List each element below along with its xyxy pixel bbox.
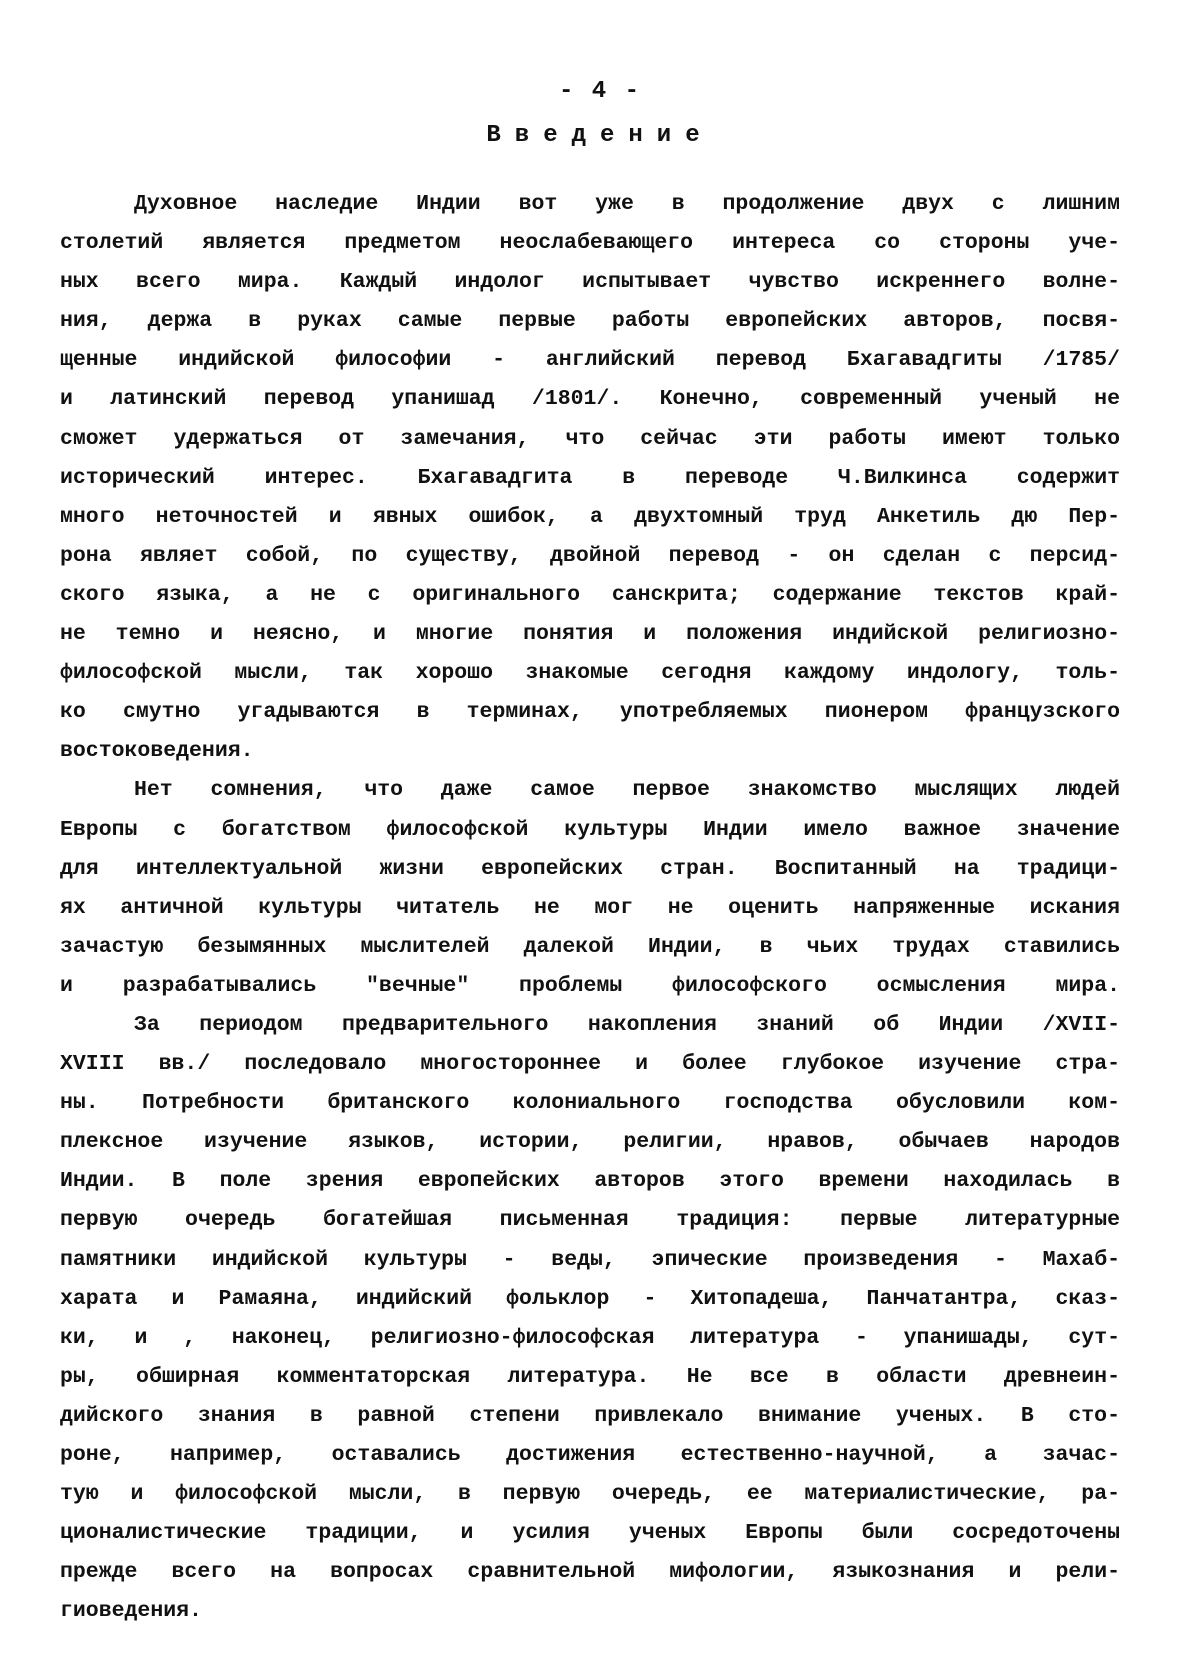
paragraph-line: щенные индийской философии - английский перевод Бхагавадгиты /1785/	[60, 348, 1120, 373]
paragraph-line: Европы с богатством философской культуры Индии имело важное значение	[60, 817, 1120, 842]
paragraph-line: роне, например, оставались достижения естественно-научной, а зачас-	[60, 1443, 1120, 1467]
paragraph-line: гиоведения.	[60, 1599, 202, 1624]
paragraph-line: для интеллектуальной жизни европейских стран. Воспитанный на традици-	[60, 856, 1120, 881]
paragraph-line: и латинский перевод упанишад /1801/. Конечно, современный ученый не	[60, 387, 1120, 412]
paragraph-line: востоковедения.	[60, 739, 254, 764]
paragraph-line: памятники индийской культуры - веды, эпические произведения - Махаб-	[60, 1247, 1120, 1272]
paragraph-line: ры, обширная комментаторская литература. Не все в области древнеин-	[60, 1364, 1120, 1389]
paragraph-line: XVIII вв./ последовало многостороннее и более глубокое изучение стра-	[60, 1052, 1120, 1077]
paragraph-line: зачастую безымянных мыслителей далекой Индии, в чьих трудах ставились	[60, 934, 1120, 959]
paragraph-3	[60, 1006, 1120, 1632]
paragraph-line: дийского знания в равной степени привлекало внимание ученых. В сто-	[60, 1403, 1120, 1428]
paragraph-line: ки, и , наконец, религиозно-философская литература - упанишады, сут-	[60, 1325, 1120, 1350]
paragraph-line: Духовное наследие Индии вот уже в продолжение двух с лишним	[134, 192, 1120, 216]
paragraph-line: харата и Рамаяна, индийский фольклор - Хитопадеша, Панчатантра, сказ-	[60, 1286, 1120, 1311]
paragraph-line: ционалистические традиции, и усилия ученых Европы были сосредоточены	[60, 1521, 1120, 1546]
paragraph-line: плексное изучение языков, истории, религии, нравов, обычаев народов	[60, 1130, 1120, 1155]
body-text	[60, 185, 1120, 1631]
paragraph-line: много неточностей и явных ошибок, а двухтомный труд Анкетиль дю Пер-	[60, 504, 1120, 529]
paragraph-line: философской мысли, так хорошо знакомые сегодня каждому индологу, толь-	[60, 661, 1120, 686]
paragraph-line: тую и философской мысли, в первую очередь, ее материалистические, ра-	[60, 1482, 1120, 1507]
paragraph-line: рона являет собой, по существу, двойной перевод - он сделан с персид-	[60, 543, 1120, 568]
paragraph-line: ных всего мира. Каждый индолог испытывает чувство искреннего волне-	[60, 270, 1120, 295]
paragraph-line: ны. Потребности британского колониального господства обусловили ком-	[60, 1091, 1120, 1116]
paragraph-line: Индии. В поле зрения европейских авторов этого времени находилась в	[60, 1169, 1120, 1194]
paragraph-line: ях античной культуры читатель не мог не оценить напряженные искания	[60, 895, 1120, 920]
paragraph-line: ния, держа в руках самые первые работы европейских авторов, посвя-	[60, 309, 1120, 334]
paragraph-line: ского языка, а не с оригинального санскрита; содержание текстов край-	[60, 582, 1120, 607]
paragraph-line: столетий является предметом неослабевающего интереса со стороны уче-	[60, 231, 1120, 256]
paragraph-2	[60, 771, 1120, 1006]
paragraph-line: За периодом предварительного накопления знаний об Индии /XVII-	[134, 1012, 1120, 1037]
page-title: Введение	[486, 122, 714, 149]
paragraph-line: сможет удержаться от замечания, что сейчас эти работы имеют только	[60, 426, 1120, 451]
paragraph-line: исторический интерес. Бхагавадгита в переводе Ч.Вилкинса содержит	[60, 465, 1120, 490]
paragraph-line: ко смутно угадываются в терминах, употребляемых пионером французского	[60, 700, 1120, 725]
paragraph-1	[60, 185, 1120, 771]
paragraph-line: не темно и неясно, и многие понятия и положения индийской религиозно-	[60, 622, 1120, 647]
paragraph-line: прежде всего на вопросах сравнительной мифологии, языкознания и рели-	[60, 1560, 1120, 1585]
paragraph-line: первую очередь богатейшая письменная традиция: первые литературные	[60, 1208, 1120, 1233]
paragraph-line: Нет сомнения, что даже самое первое знакомство мыслящих людей	[134, 778, 1120, 803]
page-number: - 4 -	[558, 78, 641, 105]
paragraph-line: и разрабатывались "вечные" проблемы философского осмысления мира.	[60, 973, 1120, 998]
